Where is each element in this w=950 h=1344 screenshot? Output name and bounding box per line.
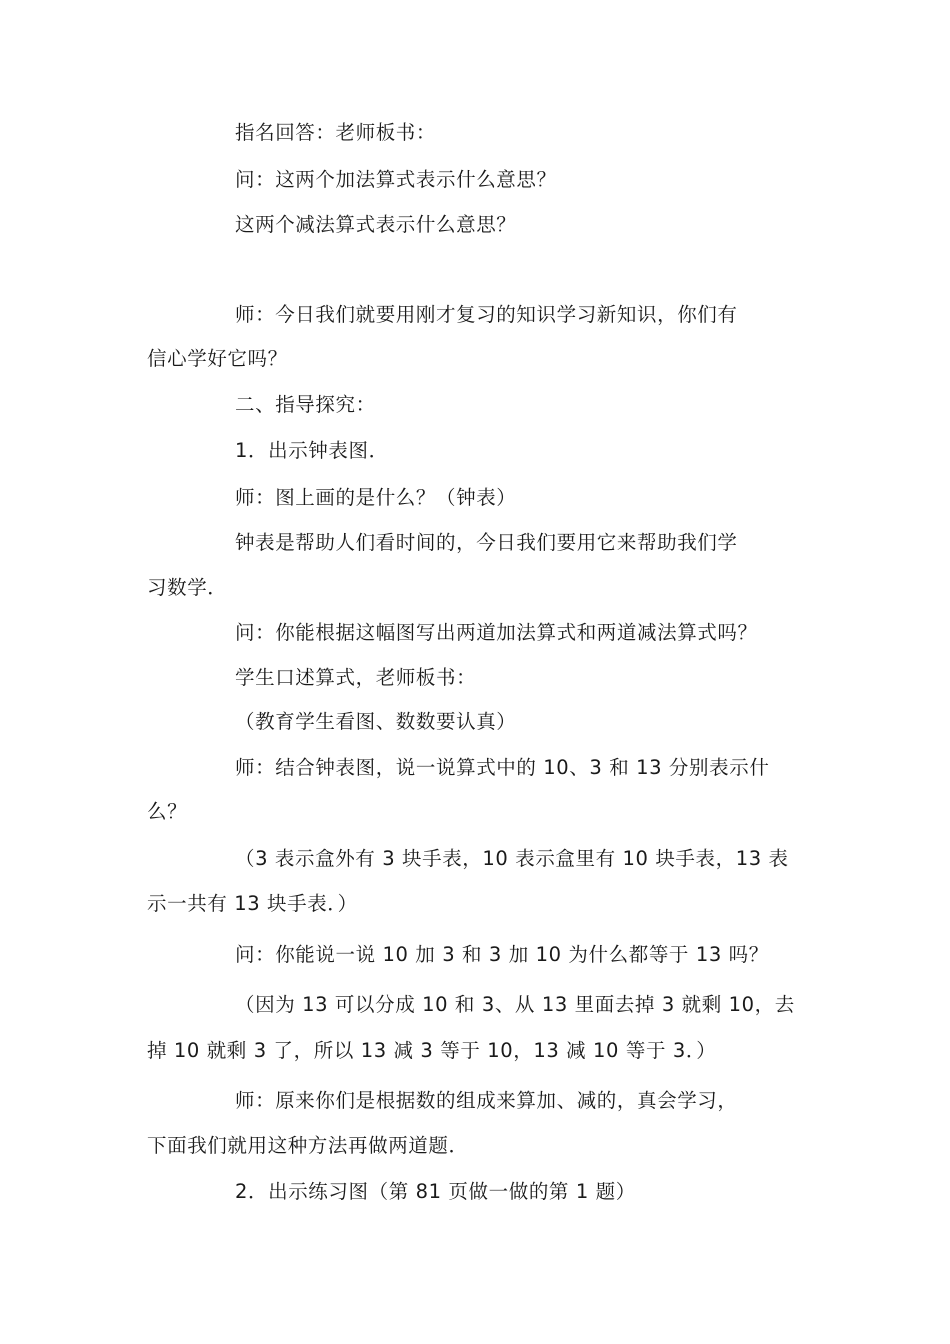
numbered-item: 2．出示练习图（第 81 页做一做的第 1 题）	[235, 1180, 636, 1203]
text-line: 钟表是帮助人们看时间的，今日我们要用它来帮助我们学	[235, 531, 738, 554]
text-line: 信心学好它吗？	[147, 347, 288, 370]
text-line: 示一共有 13 块手表．）	[147, 892, 358, 915]
section-heading: 二、指导探究：	[235, 393, 376, 416]
numbered-item: 1．出示钟表图．	[235, 439, 389, 462]
text-line: 师：今日我们就要用刚才复习的知识学习新知识，你们有	[235, 303, 738, 326]
text-line: 师：结合钟表图，说一说算式中的 10、3 和 13 分别表示什	[235, 756, 770, 779]
text-line: 下面我们就用这种方法再做两道题．	[147, 1134, 469, 1157]
text-line: （3 表示盒外有 3 块手表，10 表示盒里有 10 块手表，13 表	[235, 847, 789, 870]
text-line: 这两个减法算式表示什么意思？	[235, 213, 517, 236]
text-line: （因为 13 可以分成 10 和 3、从 13 里面去掉 3 就剩 10，去	[235, 993, 795, 1016]
text-line: 么？	[147, 800, 188, 823]
text-line: 问：你能说一说 10 加 3 和 3 加 10 为什么都等于 13 吗？	[235, 943, 769, 966]
text-line: 师：原来你们是根据数的组成来算加、减的，真会学习，	[235, 1089, 738, 1112]
text-line: 指名回答：老师板书：	[235, 121, 437, 144]
text-line: 师：图上画的是什么？（钟表）	[235, 486, 517, 509]
text-line: 问：这两个加法算式表示什么意思？	[235, 168, 557, 191]
text-line: （教育学生看图、数数要认真）	[235, 710, 517, 733]
text-line: 问：你能根据这幅图写出两道加法算式和两道减法算式吗？	[235, 621, 758, 644]
text-line: 习数学．	[147, 576, 228, 599]
text-line: 掉 10 就剩 3 了，所以 13 减 3 等于 10，13 减 10 等于 3．）	[147, 1039, 717, 1062]
text-line: 学生口述算式，老师板书：	[235, 666, 477, 689]
